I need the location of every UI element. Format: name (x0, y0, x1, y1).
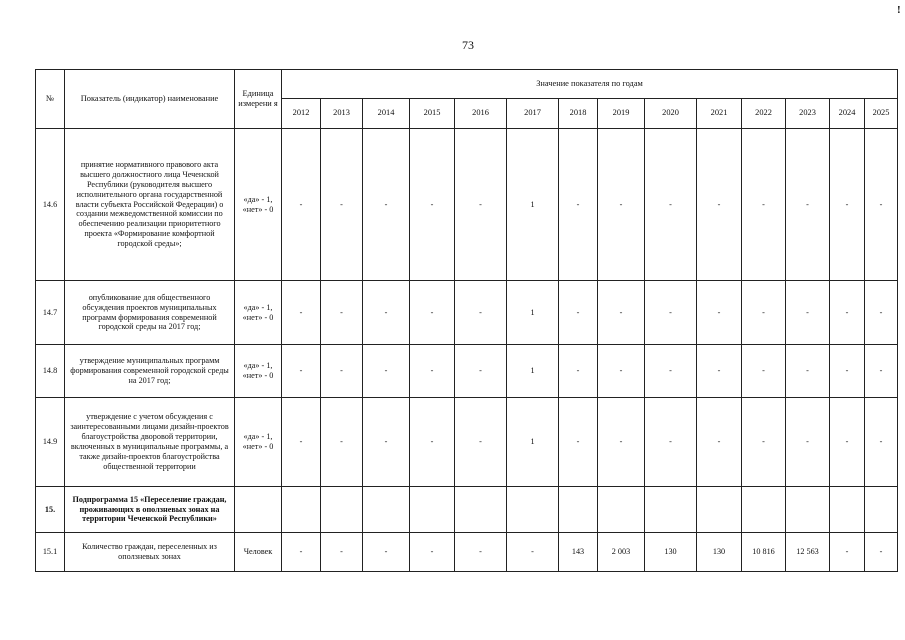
value-cell-2014 (363, 487, 410, 533)
value-cell-2016: - (455, 533, 507, 572)
value-cell-2017: 1 (507, 281, 559, 345)
value-cell-2012: - (282, 129, 321, 281)
unit-cell: «да» - 1, «нет» - 0 (235, 345, 282, 398)
value-cell-2013: - (321, 281, 363, 345)
row-number: 14.6 (36, 129, 65, 281)
value-cell-2023: - (786, 398, 830, 487)
header-year-2020: 2020 (645, 99, 697, 129)
value-cell-2019: - (598, 129, 645, 281)
page-number: 73 (462, 38, 474, 52)
value-cell-2013: - (321, 533, 363, 572)
row-number: 15.1 (36, 533, 65, 572)
value-cell-2019: 2 003 (598, 533, 645, 572)
value-cell-2012: - (282, 345, 321, 398)
value-cell-2023 (786, 487, 830, 533)
value-cell-2017 (507, 487, 559, 533)
indicator-name: утверждение муниципальных программ формирования современной городской среды на 2017 год; (65, 345, 235, 398)
indicator-table (35, 69, 898, 572)
table-row (36, 281, 898, 345)
value-cell-2021: - (697, 345, 742, 398)
value-cell-2024: - (830, 129, 865, 281)
value-cell-2016: - (455, 129, 507, 281)
value-cell-2022: - (742, 398, 786, 487)
value-cell-2017: - (507, 533, 559, 572)
value-cell-2018: - (559, 345, 598, 398)
header-unit: Единица измерени я (235, 70, 282, 129)
value-cell-2014: - (363, 281, 410, 345)
value-cell-2022: 10 816 (742, 533, 786, 572)
value-cell-2021 (697, 487, 742, 533)
value-cell-2021: - (697, 281, 742, 345)
value-cell-2021: - (697, 398, 742, 487)
value-cell-2012: - (282, 398, 321, 487)
value-cell-2013: - (321, 398, 363, 487)
value-cell-2024: - (830, 533, 865, 572)
unit-cell (235, 487, 282, 533)
header-indicator: Показатель (индикатор) наименование (65, 70, 235, 129)
value-cell-2017: 1 (507, 129, 559, 281)
value-cell-2015: - (410, 398, 455, 487)
value-cell-2013 (321, 487, 363, 533)
unit-cell: Человек (235, 533, 282, 572)
value-cell-2023: - (786, 281, 830, 345)
value-cell-2022 (742, 487, 786, 533)
table-row (36, 345, 898, 398)
header-year-2019: 2019 (598, 99, 645, 129)
value-cell-2024: - (830, 281, 865, 345)
value-cell-2020: - (645, 129, 697, 281)
value-cell-2013: - (321, 345, 363, 398)
value-cell-2013: - (321, 129, 363, 281)
value-cell-2020: - (645, 281, 697, 345)
header-year-2023: 2023 (786, 99, 830, 129)
value-cell-2023: 12 563 (786, 533, 830, 572)
value-cell-2015: - (410, 345, 455, 398)
value-cell-2022: - (742, 345, 786, 398)
value-cell-2024: - (830, 345, 865, 398)
indicator-name: принятие нормативного правового акта высшего должностного лица Чеченской Республики (руководителя высшего исполнительного органа государственной власти субъекта Российской Федерации) о создании межведомственной комиссии по обеспечению реализации приоритетного проекта «Формирование комфортной городской среды»; (65, 129, 235, 281)
header-year-2014: 2014 (363, 99, 410, 129)
header-year-2024: 2024 (830, 99, 865, 129)
value-cell-2015: - (410, 129, 455, 281)
value-cell-2012 (282, 487, 321, 533)
value-cell-2014: - (363, 345, 410, 398)
table-row (36, 398, 898, 487)
value-cell-2025 (865, 487, 898, 533)
value-cell-2020: - (645, 398, 697, 487)
unit-cell: «да» - 1, «нет» - 0 (235, 281, 282, 345)
value-cell-2016: - (455, 345, 507, 398)
table-row (36, 487, 898, 533)
indicator-name: утверждение с учетом обсуждения с заинтересованными лицами дизайн-проектов благоустройства дворовой территории, включенных в муниципальные программы, а также дизайн-проектов благоустройства общественной территории (65, 398, 235, 487)
unit-cell: «да» - 1, «нет» - 0 (235, 129, 282, 281)
value-cell-2015: - (410, 281, 455, 345)
value-cell-2014: - (363, 129, 410, 281)
header-year-2012: 2012 (282, 99, 321, 129)
value-cell-2017: 1 (507, 345, 559, 398)
value-cell-2019: - (598, 345, 645, 398)
row-number: 14.8 (36, 345, 65, 398)
table-row (36, 533, 898, 572)
value-cell-2022: - (742, 281, 786, 345)
value-cell-2024: - (830, 398, 865, 487)
value-cell-2019: - (598, 398, 645, 487)
row-number: 14.7 (36, 281, 65, 345)
value-cell-2019 (598, 487, 645, 533)
header-year-2015: 2015 (410, 99, 455, 129)
value-cell-2025: - (865, 345, 898, 398)
indicator-name: Подпрограмма 15 «Переселение граждан, проживающих в оползневых зонах на территории Чеченской Республики» (65, 487, 235, 533)
header-year-2016: 2016 (455, 99, 507, 129)
value-cell-2016: - (455, 398, 507, 487)
value-cell-2021: 130 (697, 533, 742, 572)
header-year-2017: 2017 (507, 99, 559, 129)
value-cell-2025: - (865, 533, 898, 572)
header-year-2018: 2018 (559, 99, 598, 129)
value-cell-2017: 1 (507, 398, 559, 487)
value-cell-2015 (410, 487, 455, 533)
value-cell-2024 (830, 487, 865, 533)
value-cell-2018: - (559, 129, 598, 281)
value-cell-2025: - (865, 281, 898, 345)
value-cell-2020: 130 (645, 533, 697, 572)
corner-mark: ! (897, 4, 901, 16)
value-cell-2018 (559, 487, 598, 533)
table-row (36, 129, 898, 281)
value-cell-2023: - (786, 129, 830, 281)
header-no: № (36, 70, 65, 129)
value-cell-2023: - (786, 345, 830, 398)
value-cell-2018: 143 (559, 533, 598, 572)
header-year-2021: 2021 (697, 99, 742, 129)
value-cell-2014: - (363, 533, 410, 572)
header-year-2013: 2013 (321, 99, 363, 129)
value-cell-2016: - (455, 281, 507, 345)
value-cell-2014: - (363, 398, 410, 487)
row-number: 14.9 (36, 398, 65, 487)
value-cell-2012: - (282, 533, 321, 572)
header-year-2022: 2022 (742, 99, 786, 129)
value-cell-2020: - (645, 345, 697, 398)
value-cell-2025: - (865, 398, 898, 487)
value-cell-2015: - (410, 533, 455, 572)
unit-cell: «да» - 1, «нет» - 0 (235, 398, 282, 487)
value-cell-2020 (645, 487, 697, 533)
value-cell-2025: - (865, 129, 898, 281)
value-cell-2018: - (559, 398, 598, 487)
value-cell-2022: - (742, 129, 786, 281)
value-cell-2021: - (697, 129, 742, 281)
header-year-2025: 2025 (865, 99, 898, 129)
indicator-name: Количество граждан, переселенных из оползневых зонах (65, 533, 235, 572)
value-cell-2012: - (282, 281, 321, 345)
row-number: 15. (36, 487, 65, 533)
value-cell-2018: - (559, 281, 598, 345)
value-cell-2016 (455, 487, 507, 533)
header-values: Значение показателя по годам (282, 70, 898, 99)
value-cell-2019: - (598, 281, 645, 345)
indicator-name: опубликование для общественного обсуждения проектов муниципальных программ формирования современной городской среды на 2017 год; (65, 281, 235, 345)
